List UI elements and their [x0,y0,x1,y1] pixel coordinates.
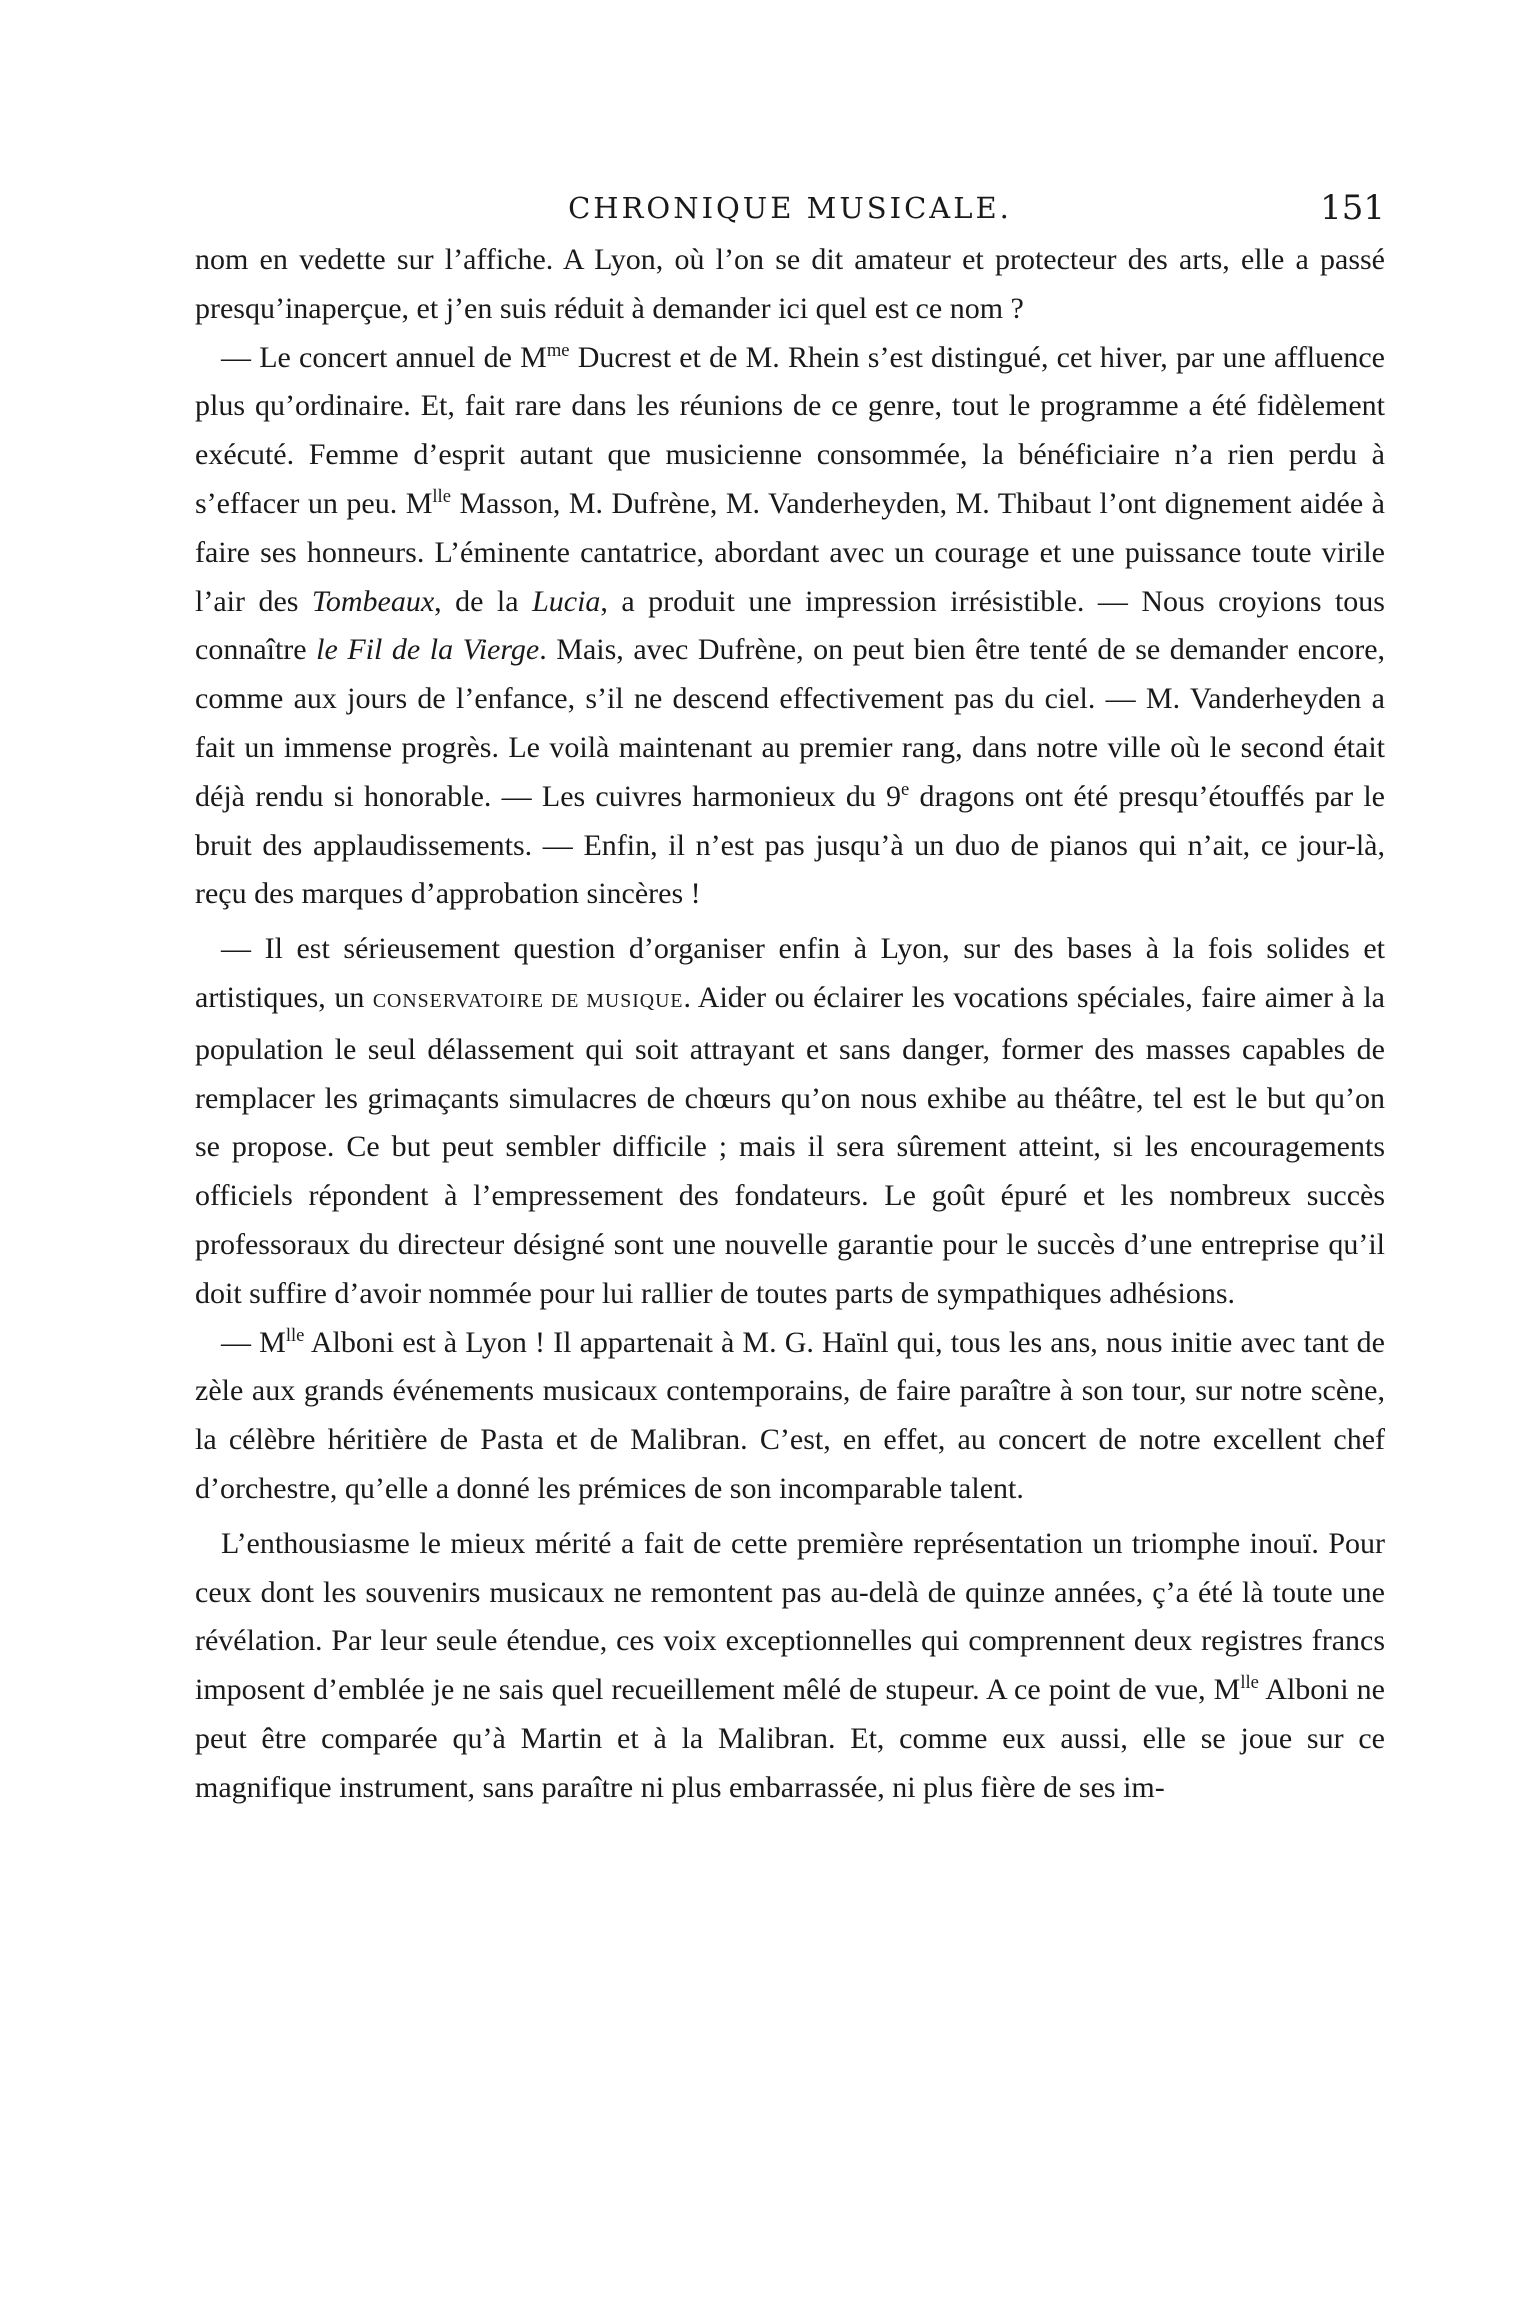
paragraph [195,1520,1385,1813]
text-run: — Il est sérieusement question d’organiser enfin à Lyon, sur des bases à la fois solides et artistiques, un [195,932,1385,1014]
text-run: — M [221,1325,286,1359]
italic-title: le Fil de la Vierge [316,633,540,667]
italic-title: Lucia [532,584,601,618]
running-head [195,188,1385,238]
text-run: — Le concert annuel de M [221,340,547,374]
text-run: . Aider ou éclairer les vocations spéciales, faire aimer à la population le seul délassement qui soit attrayant et sans danger, former des masses capables de remplacer les grimaçants simulacres de chœurs qu’on nous exhibe au théâtre, tel est le but qu’on se propose. Ce but peut sembler difficile ; mais il sera sûrement atteint, si les encouragements officiels répondent à l’empressement des fondateurs. Le goût épuré et les nombreux succès professoraux du directeur désigné sont une nouvelle garantie pour le succès d’une entreprise qu’il doit suffire d’avoir nommée pour lui rallier de toutes parts de sympathiques adhésions. [195,980,1385,1310]
text-run: nom en vedette sur l’affiche. A Lyon, où l’on se dit amateur et protecteur des arts, elle a passé presqu’inaperçue, et j’en suis réduit à demander ici quel est ce nom ? [195,243,1385,325]
text-run: Alboni est à Lyon ! Il appartenait à M. G. Haïnl qui, tous les ans, nous initie avec tant de zèle aux grands événements musicaux contemporains, de faire paraître à son tour, sur notre scène, la célèbre héritière de Pasta et de Malibran. C’est, en effet, au concert de notre excellent chef d’orchestre, qu’elle a donné les prémices de son incomparable talent. [195,1325,1385,1505]
text-run: dragons ont été presqu’étouffés par le bruit des applaudissements. — Enfin, il n’est pas jusqu’à un duo de pianos qui n’ait, ce jour-là, reçu des marques d’approbation sincères ! [195,779,1385,911]
paragraph [195,925,1385,1318]
superscript: lle [285,1324,305,1346]
superscript: lle [432,485,451,507]
text-run: , a produit une impression irrésistible. — Nous croyions tous connaître [195,584,1385,667]
text-run: L’enthousiasme le mieux mérité a fait de cette première représentation un triomphe inouï. Pour ceux dont les souvenirs musicaux ne remontent pas au-delà de quinze années, ç’a été là toute une révélation. Par leur seule étendue, ces voix exceptionnelles qui comprennent deux registres francs imposent d’emblée je ne sais quel recueillement mêlé de stupeur. A ce point de vue, M [195,1526,1385,1707]
italic-title: Tombeaux [311,584,435,618]
paragraph [195,1319,1385,1514]
body-text [195,236,1385,1813]
small-caps-text: CONSERVATOIRE DE MUSIQUE [372,989,684,1012]
text-run: Ducrest et de M. Rhein s’est distingué, cet hiver, par une affluence plus qu’ordinaire. Et, fait rare dans les réunions de ce genre, tout le programme a été fidèlement exécuté. Femme d’esprit autant que musicienne consommée, la bénéficiaire n’a rien perdu à s’effacer un peu. M [195,340,1385,520]
superscript: e [901,778,910,800]
text-run: , de la [434,584,533,618]
chapter-title: CHRONIQUE MUSICALE. [568,191,1012,225]
paragraph [195,236,1385,334]
text-run: Masson, M. Dufrène, M. Vanderheyden, M. Thibaut l’ont dignement aidée à faire ses honneurs. L’éminente cantatrice, abordant avec un courage et une puissance toute virile l’air des [195,486,1385,618]
page-number: 151 [1320,188,1385,228]
text-run: . Mais, avec Dufrène, on peut bien être tenté de se demander encore, comme aux jours de l’enfance, s’il ne descend effectivement pas du ciel. — M. Vanderheyden a fait un immense progrès. Le voilà maintenant au premier rang, dans notre ville où le second était déjà rendu si honorable. — Les cuivres harmonieux du 9 [195,633,1386,813]
superscript: me [546,339,570,361]
superscript: lle [1240,1672,1259,1694]
paragraph [195,334,1385,920]
text-run: Alboni ne peut être comparée qu’à Martin et à la Malibran. Et, comme eux aussi, elle se joue sur ce magnifique instrument, sans paraître ni plus embarrassée, ni plus fière de ses im- [195,1673,1385,1804]
